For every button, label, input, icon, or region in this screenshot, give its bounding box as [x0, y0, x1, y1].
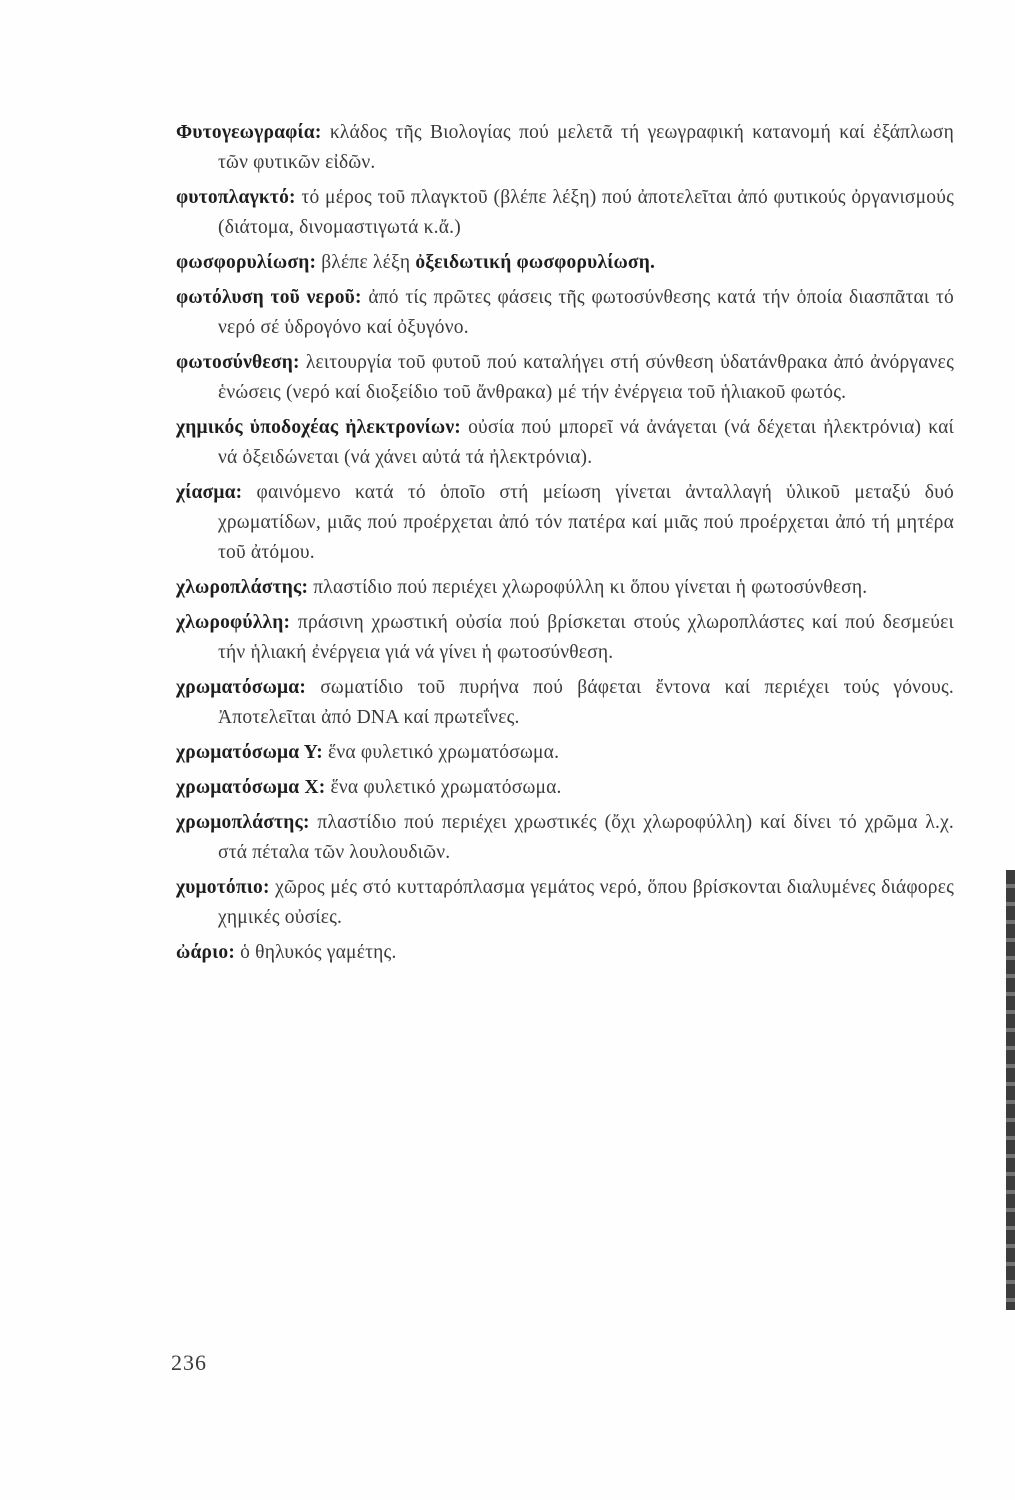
glossary-entry — [176, 118, 954, 178]
glossary-definition: πράσινη χρωστική οὐσία πού βρίσκεται στούς χλωροπλάστες καί πού δεσμεύει τήν ἡλιακή ἐνέργεια γιά νά γίνει ἡ φωτοσύνθεση. — [218, 612, 954, 663]
glossary-entry — [176, 183, 954, 243]
glossary-term: χρωματόσωμα: — [176, 677, 307, 698]
glossary-definition: λειτουργία τοῦ φυτοῦ πού καταλήγει στή σύνθεση ὑδατάνθρακα ἀπό ἀνόργανες ἑνώσεις (νερό καί διοξείδιο τοῦ ἄνθρακα) μέ τήν ἐνέργεια τοῦ ἡλιακοῦ φωτός. — [218, 352, 954, 403]
glossary-entry — [176, 673, 954, 733]
glossary-entry — [176, 608, 954, 668]
glossary-definition: φαινόμενο κατά τό ὁποῖο στή μείωση γίνεται ἀνταλλαγή ὑλικοῦ μεταξύ δυό χρωματίδων, μιᾶς πού προέρχεται ἀπό τόν πατέρα καί μιᾶς πού προέρχεται ἀπό τή μητέρα τοῦ ἀτόμου. — [218, 482, 954, 563]
glossary-term: χίασμα: — [176, 482, 243, 503]
glossary-entry — [176, 478, 954, 568]
glossary-definition: ὁ θηλυκός γαμέτης. — [240, 942, 397, 963]
glossary-definition: χῶρος μές στό κυτταρόπλασμα γεμάτος νερό, ὅπου βρίσκονται διαλυμένες διάφορες χημικές οὐσίες. — [218, 877, 954, 928]
glossary-term: χυμοτόπιο: — [176, 877, 270, 898]
glossary-definition: πλαστίδιο πού περιέχει χρωστικές (ὄχι χλωροφύλλη) καί δίνει τό χρῶμα λ.χ. στά πέταλα τῶν λουλουδιῶν. — [218, 812, 954, 863]
glossary-term: χλωροπλάστης: — [176, 577, 309, 598]
glossary-definition: σωματίδιο τοῦ πυρήνα πού βάφεται ἔντονα καί περιέχει τούς γόνους. Ἀποτελεῖται ἀπό DNA καί πρωτεΐνες. — [218, 677, 954, 728]
glossary-definition: πλαστίδιο πού περιέχει χλωροφύλλη κι ὅπου γίνεται ἡ φωτοσύνθεση. — [313, 577, 868, 598]
glossary-entry — [176, 738, 954, 768]
glossary-definition: οὐσία πού μπορεῖ νά ἀνάγεται (νά δέχεται ἠλεκτρόνια) καί νά ὀξειδώνεται (νά χάνει αὐτά τά ἠλεκτρόνια). — [218, 417, 955, 468]
glossary-entry — [176, 808, 954, 868]
glossary-definition: τό μέρος τοῦ πλαγκτοῦ (βλέπε λέξη) πού ἀποτελεῖται ἀπό φυτικούς ὀργανισμούς (διάτομα, δινομαστιγωτά κ.ἄ.) — [218, 187, 954, 238]
binding-edge-shadow — [1006, 870, 1015, 1310]
glossary-term: χρωματόσωμα Χ: — [176, 777, 326, 798]
glossary-term: φωσφορυλίωση: — [176, 252, 317, 273]
glossary-entry — [176, 348, 954, 408]
glossary-cross-reference: ὀξειδωτική φωσφορυλίωση. — [415, 252, 656, 273]
glossary-term: Φυτογεωγραφία: — [176, 122, 322, 143]
glossary-entry — [176, 573, 954, 603]
glossary-list — [176, 118, 954, 973]
glossary-entry — [176, 773, 954, 803]
glossary-definition: κλάδος τῆς Βιολογίας πού μελετᾶ τή γεωγραφική κατανομή καί ἐξάπλωση τῶν φυτικῶν εἰδῶν. — [218, 122, 955, 173]
glossary-entry — [176, 413, 954, 473]
glossary-term: χρωμοπλάστης: — [176, 812, 310, 833]
glossary-term: φωτόλυση τοῦ νεροῦ: — [176, 287, 362, 308]
glossary-entry — [176, 283, 954, 343]
glossary-term: χλωροφύλλη: — [176, 612, 291, 633]
glossary-term: χημικός ὑποδοχέας ἠλεκτρονίων: — [176, 417, 461, 438]
glossary-term: χρωματόσωμα Υ: — [176, 742, 323, 763]
glossary-entry — [176, 248, 954, 278]
glossary-definition: βλέπε λέξη — [321, 252, 411, 273]
glossary-entry — [176, 938, 954, 968]
glossary-definition: ἕνα φυλετικό χρωματόσωμα. — [330, 777, 562, 798]
glossary-term: ὠάριο: — [176, 942, 236, 963]
page-number: 236 — [171, 1350, 207, 1375]
glossary-term: φυτοπλαγκτό: — [176, 187, 296, 208]
glossary-term: φωτοσύνθεση: — [176, 352, 300, 373]
glossary-definition: ἕνα φυλετικό χρωματόσωμα. — [328, 742, 560, 763]
glossary-definition: ἀπό τίς πρῶτες φάσεις τῆς φωτοσύνθεσης κατά τήν ὁποία διασπᾶται τό νερό σέ ὑδρογόνο καί ὀξυγόνο. — [218, 287, 954, 338]
glossary-entry — [176, 873, 954, 933]
